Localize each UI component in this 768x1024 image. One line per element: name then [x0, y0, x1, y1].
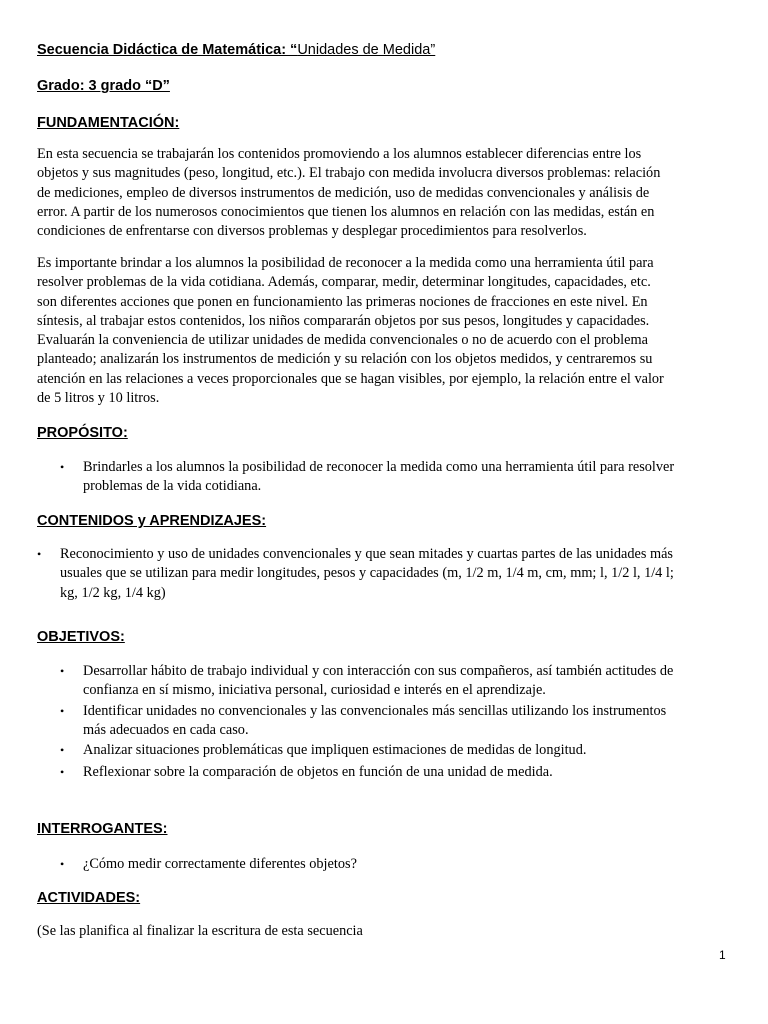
- bullet-icon: •: [60, 765, 65, 779]
- paragraph-line: resolver problemas de la vida cotidiana. Además, comparar, medir, determinar longitudes, capacidades, etc.: [37, 274, 651, 291]
- page-number: 1: [719, 948, 726, 962]
- list-item: [60, 458, 740, 498]
- list-item-line: Reflexionar sobre la comparación de objetos en función de una unidad de medida.: [83, 764, 553, 780]
- contenidos-heading: CONTENIDOS y APRENDIZAJES:: [37, 513, 267, 529]
- objetivos-heading: OBJETIVOS:: [37, 629, 125, 645]
- paragraph-line: planteado; analizarán los instrumentos de medición y su relación con los objetos medidos, y centraremos su: [37, 351, 653, 368]
- list-item-line: Reconocimiento y uso de unidades convencionales y que sean mitades y cuartas partes de las unidades más: [60, 546, 673, 562]
- bullet-icon: •: [60, 664, 65, 678]
- list-item-line: Identificar unidades no convencionales y las convencionales más sencillas utilizando los instrumentos: [83, 703, 667, 719]
- bullet-icon: •: [37, 547, 42, 561]
- grade-label: Grado: 3 grado “D”: [37, 78, 170, 94]
- list-item: [37, 545, 737, 605]
- bullet-icon: •: [60, 460, 65, 474]
- paragraph-line: Es importante brindar a los alumnos la posibilidad de reconocer a la medida como una herramienta útil para: [37, 255, 654, 271]
- list-item-line: Desarrollar hábito de trabajo individual y con interacción con sus compañeros, así también actitudes de: [83, 663, 674, 679]
- title-light: Unidades de Medida”: [297, 42, 436, 58]
- fundamentacion-paragraph-1: [37, 145, 731, 241]
- bullet-icon: •: [60, 704, 65, 718]
- bullet-icon: •: [60, 857, 65, 871]
- fundamentacion-heading: FUNDAMENTACIÓN:: [37, 115, 180, 131]
- paragraph-line: En esta secuencia se trabajarán los contenidos promoviendo a los alumnos establecer diferencias entre los: [37, 146, 642, 162]
- actividades-text: (Se las planifica al finalizar la escritura de esta secuencia: [37, 923, 363, 939]
- list-item: [60, 702, 740, 742]
- list-item-line: Analizar situaciones problemáticas que impliquen estimaciones de medidas de longitud.: [83, 742, 587, 758]
- proposito-heading: PROPÓSITO:: [37, 425, 128, 441]
- interrogantes-heading: INTERROGANTES:: [37, 821, 168, 837]
- paragraph-line: de 5 litros y 10 litros.: [37, 390, 160, 407]
- paragraph-line: condiciones de enfrentarse con diversos problemas y desplegar procedimientos para resolverlos.: [37, 223, 587, 240]
- paragraph-line: error. A partir de los numerosos conocimientos que tienen los alumnos en relación con las medidas, están en: [37, 203, 655, 220]
- list-item-line: más adecuados en cada caso.: [83, 722, 249, 739]
- list-item-line: confianza en sí mismo, iniciativa personal, curiosidad e interés en el aprendizaje.: [83, 682, 546, 699]
- document-title: [37, 41, 435, 59]
- paragraph-line: Evaluarán la conveniencia de utilizar unidades de medida convencionales o no de acuerdo con el problema: [37, 332, 648, 349]
- list-item-line: problemas de la vida cotidiana.: [83, 478, 262, 495]
- list-item: [60, 662, 740, 702]
- title-bold: Secuencia Didáctica de Matemática: “: [37, 42, 298, 58]
- actividades-heading: ACTIVIDADES:: [37, 890, 141, 906]
- list-item-line: ¿Cómo medir correctamente diferentes objetos?: [83, 856, 357, 872]
- list-item-line: kg, 1/2 kg, 1/4 kg): [60, 584, 166, 601]
- bullet-icon: •: [60, 743, 65, 757]
- fundamentacion-paragraph-2: [37, 254, 731, 408]
- paragraph-line: síntesis, al trabajar estos contenidos, los niños compararán objetos por sus pesos, longitudes y capacidades.: [37, 312, 650, 329]
- paragraph-line: objetos y sus magnitudes (peso, longitud, etc.). El trabajo con medida involucra diversos problemas: relación: [37, 165, 661, 182]
- list-item-line: usuales que se utilizan para medir longitudes, pesos y capacidades (m, 1/2 m, 1/4 m, cm, mm; l, 1/2 l, 1/4 l;: [60, 565, 674, 582]
- list-item-line: Brindarles a los alumnos la posibilidad de reconocer la medida como una herramienta útil para resolver: [83, 459, 675, 475]
- paragraph-line: atención en las relaciones a veces proporcionales que se hagan visibles, por ejemplo, la relación entre el valor: [37, 370, 664, 387]
- paragraph-line: de mediciones, empleo de diversos instrumentos de medición, uso de medidas convencionales y análisis de: [37, 184, 650, 201]
- paragraph-line: son diferentes acciones que ponen en funcionamiento las primeras nociones de fracciones en este nivel. En: [37, 293, 648, 310]
- list-item: [60, 763, 740, 783]
- list-item: [60, 855, 740, 875]
- list-item: [60, 741, 740, 761]
